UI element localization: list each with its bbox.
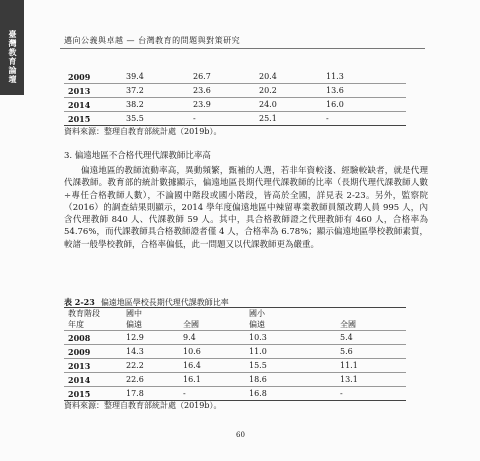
table-cell: 39.4 — [126, 70, 193, 84]
table-header-cell: 全國 — [183, 319, 249, 331]
table-cell: 2009 — [64, 345, 126, 359]
table-row — [64, 387, 406, 401]
running-head: 邁向公義與卓越 — 台灣教育的問題與對策研究 — [64, 36, 241, 45]
table-cell: 2013 — [64, 84, 126, 98]
table-row — [64, 98, 406, 112]
table-cell: 10.6 — [183, 345, 249, 359]
table-cell: 13.1 — [340, 373, 406, 387]
table-cell: - — [183, 387, 249, 401]
table-row — [64, 84, 406, 98]
table-header-cell: 偏遠 — [126, 319, 183, 331]
table-cell: 16.4 — [183, 359, 249, 373]
table-cell: 18.6 — [249, 373, 340, 387]
table-cell: 14.3 — [126, 345, 183, 359]
table-header-cell — [340, 308, 406, 320]
table-cell: 20.2 — [259, 84, 326, 98]
table-row — [64, 359, 406, 373]
table-cell: 2014 — [64, 98, 126, 112]
body-paragraph: 偏遠地區的教師流動率高，異動頻繁，甄補的人選，若非年資較淺、經驗較缺者，就是代理代課教師。教育部的統計數據顯示，偏遠地區長期代理代課教師的比率（長期代理代課教師人數÷專任合格教師人數），不論國中階段或國小階段，皆高於全國，詳見表 2-23。另外，監察院（2016）的調查結果則顯示，2014 學年度偏遠地區中辣留專業教師員額改聘人員 995 人，內含代理教師 840 人、代課教師 59 人。其中，具合格教師證之代理教師有 460 人，合格率為 54.76%，而代課教師具合格教師證者僅 4 人，合格率為 6.78%；顯示偏遠地區學校教師素質，較諸一般學校教師，合格率偏低，此一問題又以代課教師更為嚴重。 — [64, 166, 428, 250]
chapter-side-tab: 臺灣教育論壇 — [0, 0, 24, 95]
table-cell: 17.8 — [126, 387, 183, 401]
table-row — [64, 345, 406, 359]
table-cell: 25.1 — [259, 112, 326, 126]
table-cell: 26.7 — [193, 70, 259, 84]
header-divider — [60, 48, 425, 49]
table-cell: 2013 — [64, 359, 126, 373]
table-cell: 2015 — [64, 112, 126, 126]
table-cell: 13.6 — [326, 84, 406, 98]
table-cell: 23.6 — [193, 84, 259, 98]
table-cell: 11.3 — [326, 70, 406, 84]
table-cell: 9.4 — [183, 331, 249, 345]
table-header-cell: 偏遠 — [249, 319, 340, 331]
table-cell: 16.0 — [326, 98, 406, 112]
table-header-row — [64, 308, 406, 320]
section-heading: 3. 偏遠地區不合格代理代課教師比率高 — [64, 151, 211, 161]
table-cell: 15.5 — [249, 359, 340, 373]
table-cell: 12.9 — [126, 331, 183, 345]
table-cell: - — [326, 112, 406, 126]
table-cell: 16.1 — [183, 373, 249, 387]
table-cell: 2014 — [64, 373, 126, 387]
table-cell: 11.0 — [249, 345, 340, 359]
table-cell: 2009 — [64, 70, 126, 84]
table-header-cell: 國中 — [126, 308, 183, 320]
table-header-cell: 教育階段 — [64, 308, 126, 320]
table-header-cell: 國小 — [249, 308, 340, 320]
table-cell: 23.9 — [193, 98, 259, 112]
table-cell: 10.3 — [249, 331, 340, 345]
table-cell: - — [193, 112, 259, 126]
table-cell: 37.2 — [126, 84, 193, 98]
table-header-cell — [183, 308, 249, 320]
table-cell: 20.4 — [259, 70, 326, 84]
table-2-23 — [64, 307, 406, 401]
table-row — [64, 112, 406, 126]
page-number: 60 — [236, 431, 245, 439]
table-cell: 22.6 — [126, 373, 183, 387]
table-header-cell: 年度 — [64, 319, 126, 331]
table-cell: 35.5 — [126, 112, 193, 126]
table-header-row — [64, 319, 406, 331]
table-cell: - — [340, 387, 406, 401]
table-caption-label: 表 2-23 — [64, 297, 95, 307]
table-header-cell: 全國 — [340, 319, 406, 331]
table-cell: 38.2 — [126, 98, 193, 112]
table1-source: 資料來源：整理自教育部統計處（2019b）。 — [64, 127, 222, 136]
table-row — [64, 373, 406, 387]
table-cell: 11.1 — [340, 359, 406, 373]
table-cell: 16.8 — [249, 387, 340, 401]
table-row — [64, 70, 406, 84]
table-cell: 2015 — [64, 387, 126, 401]
table-row — [64, 331, 406, 345]
table-cell: 24.0 — [259, 98, 326, 112]
table-caption-text: 偏遠地區學校長期代理代課教師比率 — [100, 298, 229, 307]
table-cell: 2008 — [64, 331, 126, 345]
table-continued — [64, 70, 406, 126]
table-cell: 22.2 — [126, 359, 183, 373]
table2-source: 資料來源：整理自教育部統計處（2019b）。 — [64, 401, 222, 410]
table-cell: 5.6 — [340, 345, 406, 359]
table-cell: 5.4 — [340, 331, 406, 345]
